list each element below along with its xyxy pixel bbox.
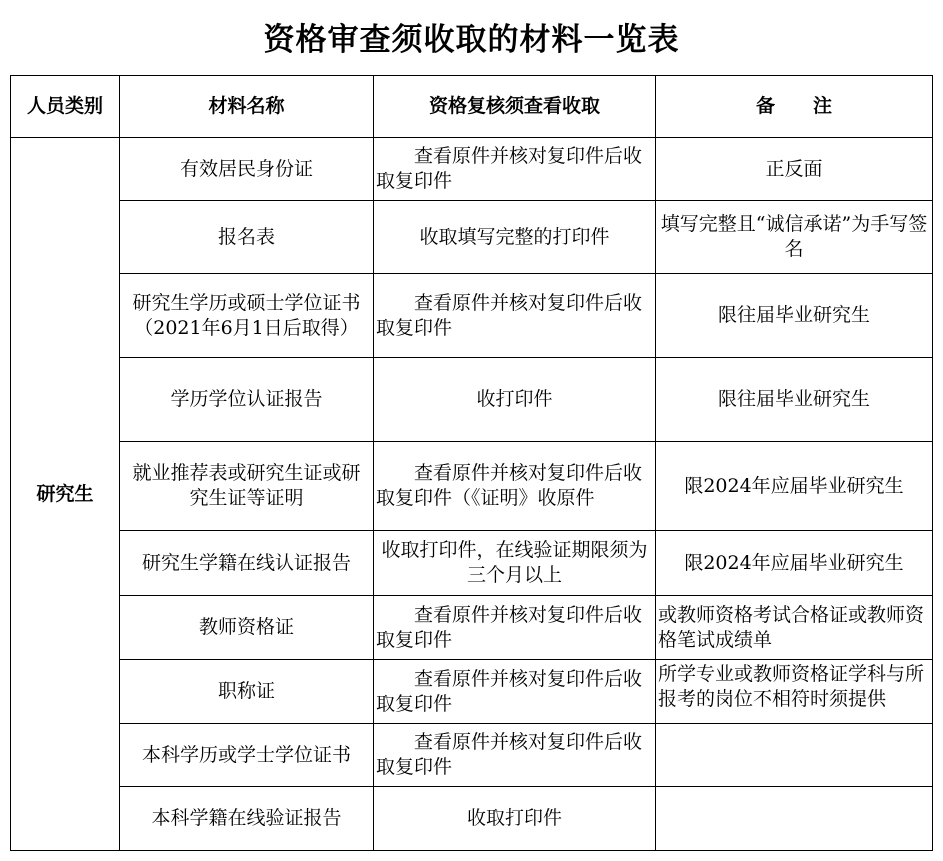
table-row-remark [656, 358, 932, 441]
review-text: 收打印件 [476, 388, 553, 410]
table-row-material [120, 442, 373, 530]
category-cell [11, 138, 119, 850]
table-row-remark [656, 724, 932, 786]
table-row-remark [656, 787, 932, 850]
material-text: 教师资格证 [198, 616, 294, 638]
table-row-material [120, 787, 373, 850]
table-row-review [374, 358, 655, 441]
table-row-material [120, 596, 373, 659]
remark-text: 限2024年应届毕业研究生 [684, 551, 904, 574]
table-row-remark [656, 138, 932, 200]
table-row-material [120, 138, 373, 200]
table-row-review [374, 787, 655, 850]
document-title: 资格审查须收取的材料一览表 [263, 22, 680, 58]
table-row-review [374, 138, 655, 200]
remark-text: 限2024年应届毕业研究生 [684, 474, 904, 497]
material-text: 报名表 [217, 225, 275, 248]
header-review-label: 资格复核须查看收取 [428, 95, 600, 117]
review-text: 收取填写完整的打印件 [419, 225, 610, 248]
review-text: 查看原件并核对复印件后收取复印件 [376, 603, 643, 651]
header-remark [656, 76, 932, 137]
table-row-review [374, 442, 655, 530]
material-text: 研究生学历或硕士学位证书 （2021年6月1日后取得） [132, 291, 361, 339]
review-text: 查看原件并核对复印件后收取复印件 [376, 291, 643, 339]
review-text: 收取打印件，在线验证期限须为三个月以上 [381, 539, 648, 586]
table-row-material [120, 531, 373, 595]
header-material [120, 76, 373, 137]
remark-text: 限往届毕业研究生 [717, 304, 870, 326]
table-row-material [120, 358, 373, 441]
remark-text: 正反面 [765, 157, 823, 180]
table-row-remark [656, 201, 932, 273]
materials-table [10, 75, 933, 851]
table-row-remark [656, 596, 932, 659]
material-text: 研究生学籍在线认证报告 [141, 551, 351, 574]
review-text: 收取打印件 [466, 807, 562, 829]
header-category-label: 人员类别 [26, 95, 103, 117]
table-row-review [374, 274, 655, 357]
header-material-label: 材料名称 [208, 95, 285, 117]
header-category [11, 76, 119, 137]
material-text: 本科学籍在线验证报告 [151, 807, 342, 829]
table-row-remark [656, 660, 932, 723]
header-remark-label: 备 注 [755, 95, 832, 117]
table-border-right [932, 75, 933, 851]
table-row-review [374, 531, 655, 595]
table-row-review [374, 724, 655, 786]
table-row-material [120, 660, 373, 723]
remark-text: 或教师资格考试合格证或教师资格笔试成绩单 [658, 603, 925, 651]
review-text: 查看原件并核对复印件后收取复印件 [376, 731, 643, 778]
material-text: 学历学位认证报告 [170, 388, 323, 410]
remark-text: 所学专业或教师资格证学科与所报考的岗位不相符时须提供 [658, 663, 925, 710]
material-text: 职称证 [217, 680, 275, 702]
remark-text: 填写完整且“诚信承诺”为手写签名 [660, 213, 928, 260]
header-review [374, 76, 655, 137]
material-text: 有效居民身份证 [179, 157, 313, 180]
table-row-review [374, 201, 655, 273]
table-row-remark [656, 274, 932, 357]
table-row-review [374, 660, 655, 723]
category-label: 研究生 [36, 482, 94, 505]
table-row-remark [656, 442, 932, 530]
table-row-remark [656, 531, 932, 595]
review-text: 查看原件并核对复印件后收取复印件（《证明》收原件 [376, 462, 643, 509]
table-row-review [374, 596, 655, 659]
table-row-material [120, 274, 373, 357]
review-text: 查看原件并核对复印件后收取复印件 [376, 667, 643, 715]
review-text: 查看原件并核对复印件后收取复印件 [376, 145, 643, 192]
table-border-bottom [10, 850, 933, 851]
material-text: 就业推荐表或研究生证或研究生证等证明 [132, 462, 361, 509]
remark-text: 限往届毕业研究生 [717, 388, 870, 410]
table-row-material [120, 201, 373, 273]
table-row-material [120, 724, 373, 786]
material-text: 本科学历或学士学位证书 [141, 743, 351, 766]
